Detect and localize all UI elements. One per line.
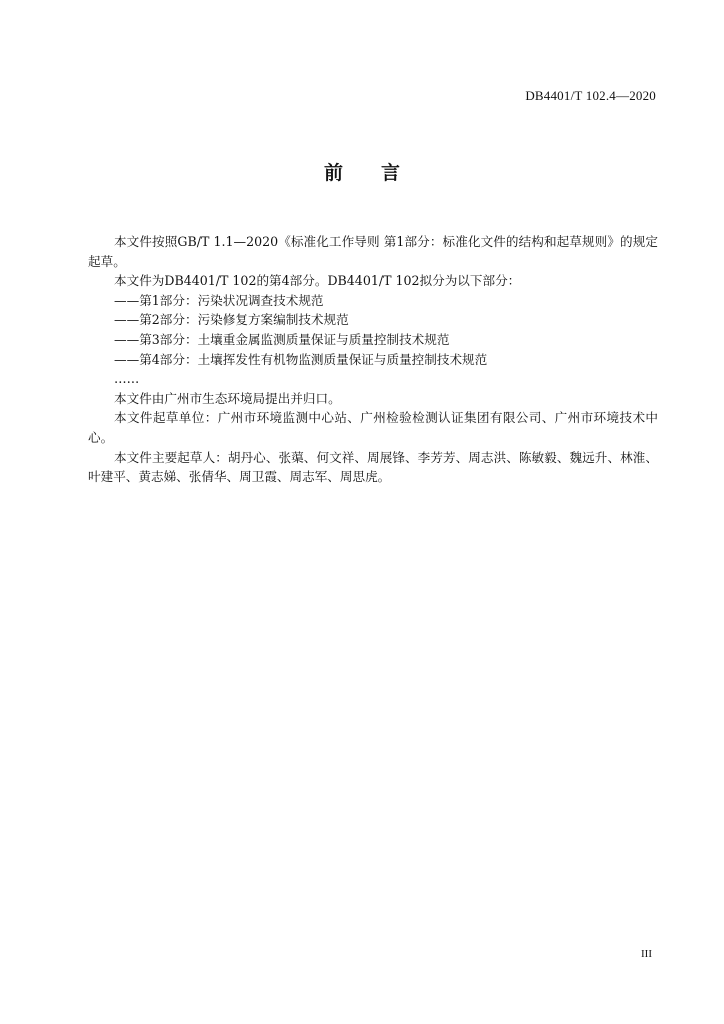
paragraph-drafting-units: 本文件起草单位：广州市环境监测中心站、广州检验检测认证集团有限公司、广州市环境技术中心。 xyxy=(88,410,658,445)
list-item-part-3: ——第3部分：土壤重金属监测质量保证与质量控制技术规范 xyxy=(114,331,450,347)
page-title: 前言 xyxy=(323,162,438,184)
list-item-part-2: ——第2部分：污染修复方案编制技术规范 xyxy=(114,312,349,328)
paragraph-proposer: 本文件由广州市生态环境局提出并归口。 xyxy=(114,390,341,406)
paragraph-drafting-rules: 本文件按照GB/T 1.1—2020《标准化工作导则 第1部分：标准化文件的结构和起草规则》的规定起草。 xyxy=(88,234,658,269)
foreword-body xyxy=(88,232,658,487)
list-item-part-1: ——第1部分：污染状况调查技术规范 xyxy=(114,292,324,308)
document-code: DB4401/T 102.4—2020 xyxy=(525,88,656,103)
list-item-part-4: ——第4部分：土壤挥发性有机物监测质量保证与质量控制技术规范 xyxy=(114,351,488,367)
list-ellipsis: …… xyxy=(114,371,140,387)
paragraph-parts-intro: 本文件为DB4401/T 102的第4部分。DB4401/T 102拟分为以下部分： xyxy=(114,273,521,289)
page-number: III xyxy=(641,948,652,960)
paragraph-drafters: 本文件主要起草人：胡丹心、张蕖、何文祥、周展锋、李芳芳、周志洪、陈敏毅、魏远升、林淮、叶建平、黄志娣、张倩华、周卫霞、周志军、周思虎。 xyxy=(88,449,658,485)
